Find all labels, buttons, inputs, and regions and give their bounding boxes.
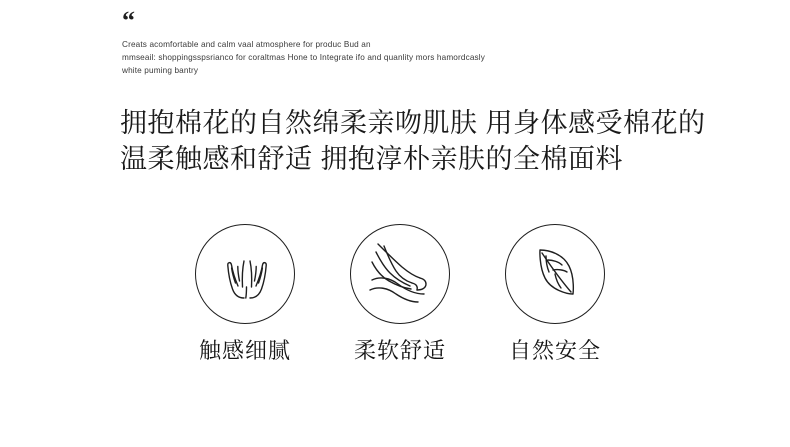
hand-on-fabric-icon — [350, 224, 450, 324]
quote-line: Creats acomfortable and calm vaal atmosphere for produc Bud an — [122, 40, 371, 49]
open-hands-icon — [195, 224, 295, 324]
quote-text — [122, 38, 682, 77]
feature-label: 自然安全 — [508, 338, 601, 363]
feature-item — [340, 224, 460, 364]
feature-label: 触感细腻 — [198, 338, 291, 363]
page-title — [120, 105, 720, 177]
quote-line: white puming bantry — [122, 66, 199, 75]
feature-label: 柔软舒适 — [353, 338, 446, 363]
quote-mark-icon: “ — [122, 6, 134, 35]
quote-block — [122, 8, 682, 77]
feature-item — [495, 224, 615, 364]
headline-line-2: 温柔触感和舒适 拥抱淳朴亲肤的全棉面料 — [120, 144, 624, 174]
headline-line-1: 拥抱棉花的自然绵柔亲吻肌肤 用身体感受棉花的 — [120, 108, 706, 138]
feature-list — [185, 224, 615, 364]
feature-item — [185, 224, 305, 364]
quote-line: mmseail: shoppingsspsrianco for coraltmas Hone to Integrate ifo and quanlity mors hamordcasly — [122, 53, 485, 62]
leaf-icon — [505, 224, 605, 324]
